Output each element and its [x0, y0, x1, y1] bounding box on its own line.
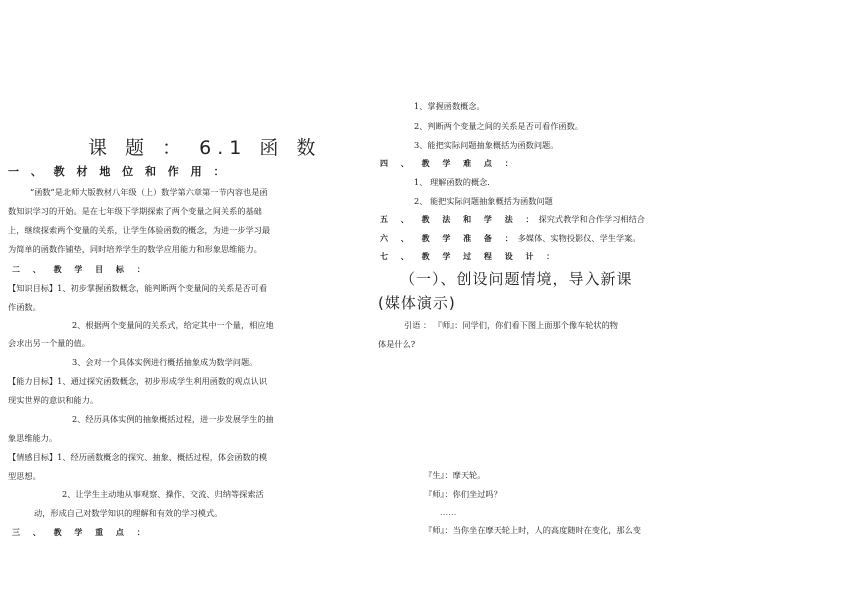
knowledge-goal-line: 作函数。	[8, 302, 41, 312]
knowledge-goal-line: 会求出另一个量的值。	[8, 338, 90, 348]
emotion-goal-line: 【情感目标】1、经历函数概念的探究、抽象、概括过程，体会函数的模	[8, 452, 268, 462]
section-heading-4: 四 、 教 学 难 点 ：	[380, 159, 518, 168]
ability-goal-line: 【能力目标】1、通过探究函数概念，初步形成学生利用函数的观点认识	[8, 376, 268, 386]
method-row	[380, 214, 645, 225]
dialogue-line: 『师』：你们坐过吗？	[424, 489, 502, 499]
emotion-goal-line: 动，形成自己对数学知识的理解和有效的学习模式。	[34, 508, 223, 518]
ability-goal-line: 象思维能力。	[8, 433, 58, 443]
preparation-row	[380, 233, 641, 244]
section-heading-1: 一 、 教 材 地 位 和 作 用 ：	[8, 165, 229, 178]
ellipsis: ……	[440, 507, 457, 517]
lesson-title: 课 题 ： 6.1 函 数	[88, 137, 322, 159]
section-heading-5: 五 、 教 法 和 学 法 ：	[380, 215, 539, 224]
difficulty-line: 1、 理解函数的概念．	[414, 177, 496, 187]
key-point-line: 1、掌握函数概念。	[414, 101, 485, 111]
process-subheading: (媒体演示)	[378, 294, 456, 312]
knowledge-goal-line: 【知识目标】1、初步掌握函数概念，能判断两个变量间的关系是否可看	[8, 283, 268, 293]
ability-goal-line: 现实世界的意识和能力。	[8, 395, 99, 405]
section-heading-7: 七 、 教 学 过 程 设 计 ：	[380, 252, 560, 261]
key-point-line: 3、能把实际问题抽象概括为函数问题。	[414, 140, 559, 150]
section-heading-2: 二 、 教 学 目 标 ：	[12, 265, 150, 274]
intro-line: 引语 ： 『师』：同学们，你们看下图上面那个像车轮状的物	[404, 320, 618, 330]
paragraph-line: 数知识学习的开始。是在七年级下学期探索了两个变量之间关系的基础	[8, 206, 262, 216]
paragraph-line: 为简单的函数作铺垫，同时培养学生的数学应用能力和形象思维能力。	[8, 244, 262, 254]
method-text: 探究式教学和合作学习相结合	[538, 214, 645, 224]
difficulty-line: 2、 能把实际问题抽象概括为函数问题	[414, 196, 553, 206]
emotion-goal-line: 型思想。	[8, 471, 41, 481]
dialogue-line: 『师』：当你坐在摩天轮上时，人的高度随时在变化，那么变	[424, 525, 641, 535]
paragraph-line: “函数”是北师大版教材八年级（上）数学第六章第一节内容也是函	[30, 187, 268, 197]
figure-placeholder	[430, 360, 660, 460]
knowledge-goal-line: 2、根据两个变量间的关系式，给定其中一个量，相应地	[72, 320, 274, 330]
emotion-goal-line: 2、让学生主动地从事观察、操作、交流、归纳等探索活	[62, 489, 264, 499]
intro-line: 体是什么?	[378, 339, 416, 349]
knowledge-goal-line: 3、会对一个具体实例进行概括抽象成为数学问题。	[72, 357, 258, 367]
section-heading-3: 三 、 教 学 重 点 ：	[12, 528, 150, 537]
section-heading-6: 六 、 教 学 准 备 ：	[380, 234, 518, 243]
dialogue-line: 『生』：摩天轮。	[424, 470, 486, 480]
key-point-line: 2、判断两个变量之间的关系是否可看作函数。	[414, 121, 583, 131]
preparation-text: 多媒体、实物投影仪、学生学案。	[517, 233, 641, 243]
paragraph-line: 上，继续探索两个变量的关系，让学生体验函数的概念，为进一步学习最	[8, 225, 271, 235]
process-heading: （一）、创设问题情境，导入新课	[400, 270, 633, 288]
ability-goal-line: 2、经历具体实例的抽象概括过程，进一步发展学生的抽	[72, 414, 274, 424]
